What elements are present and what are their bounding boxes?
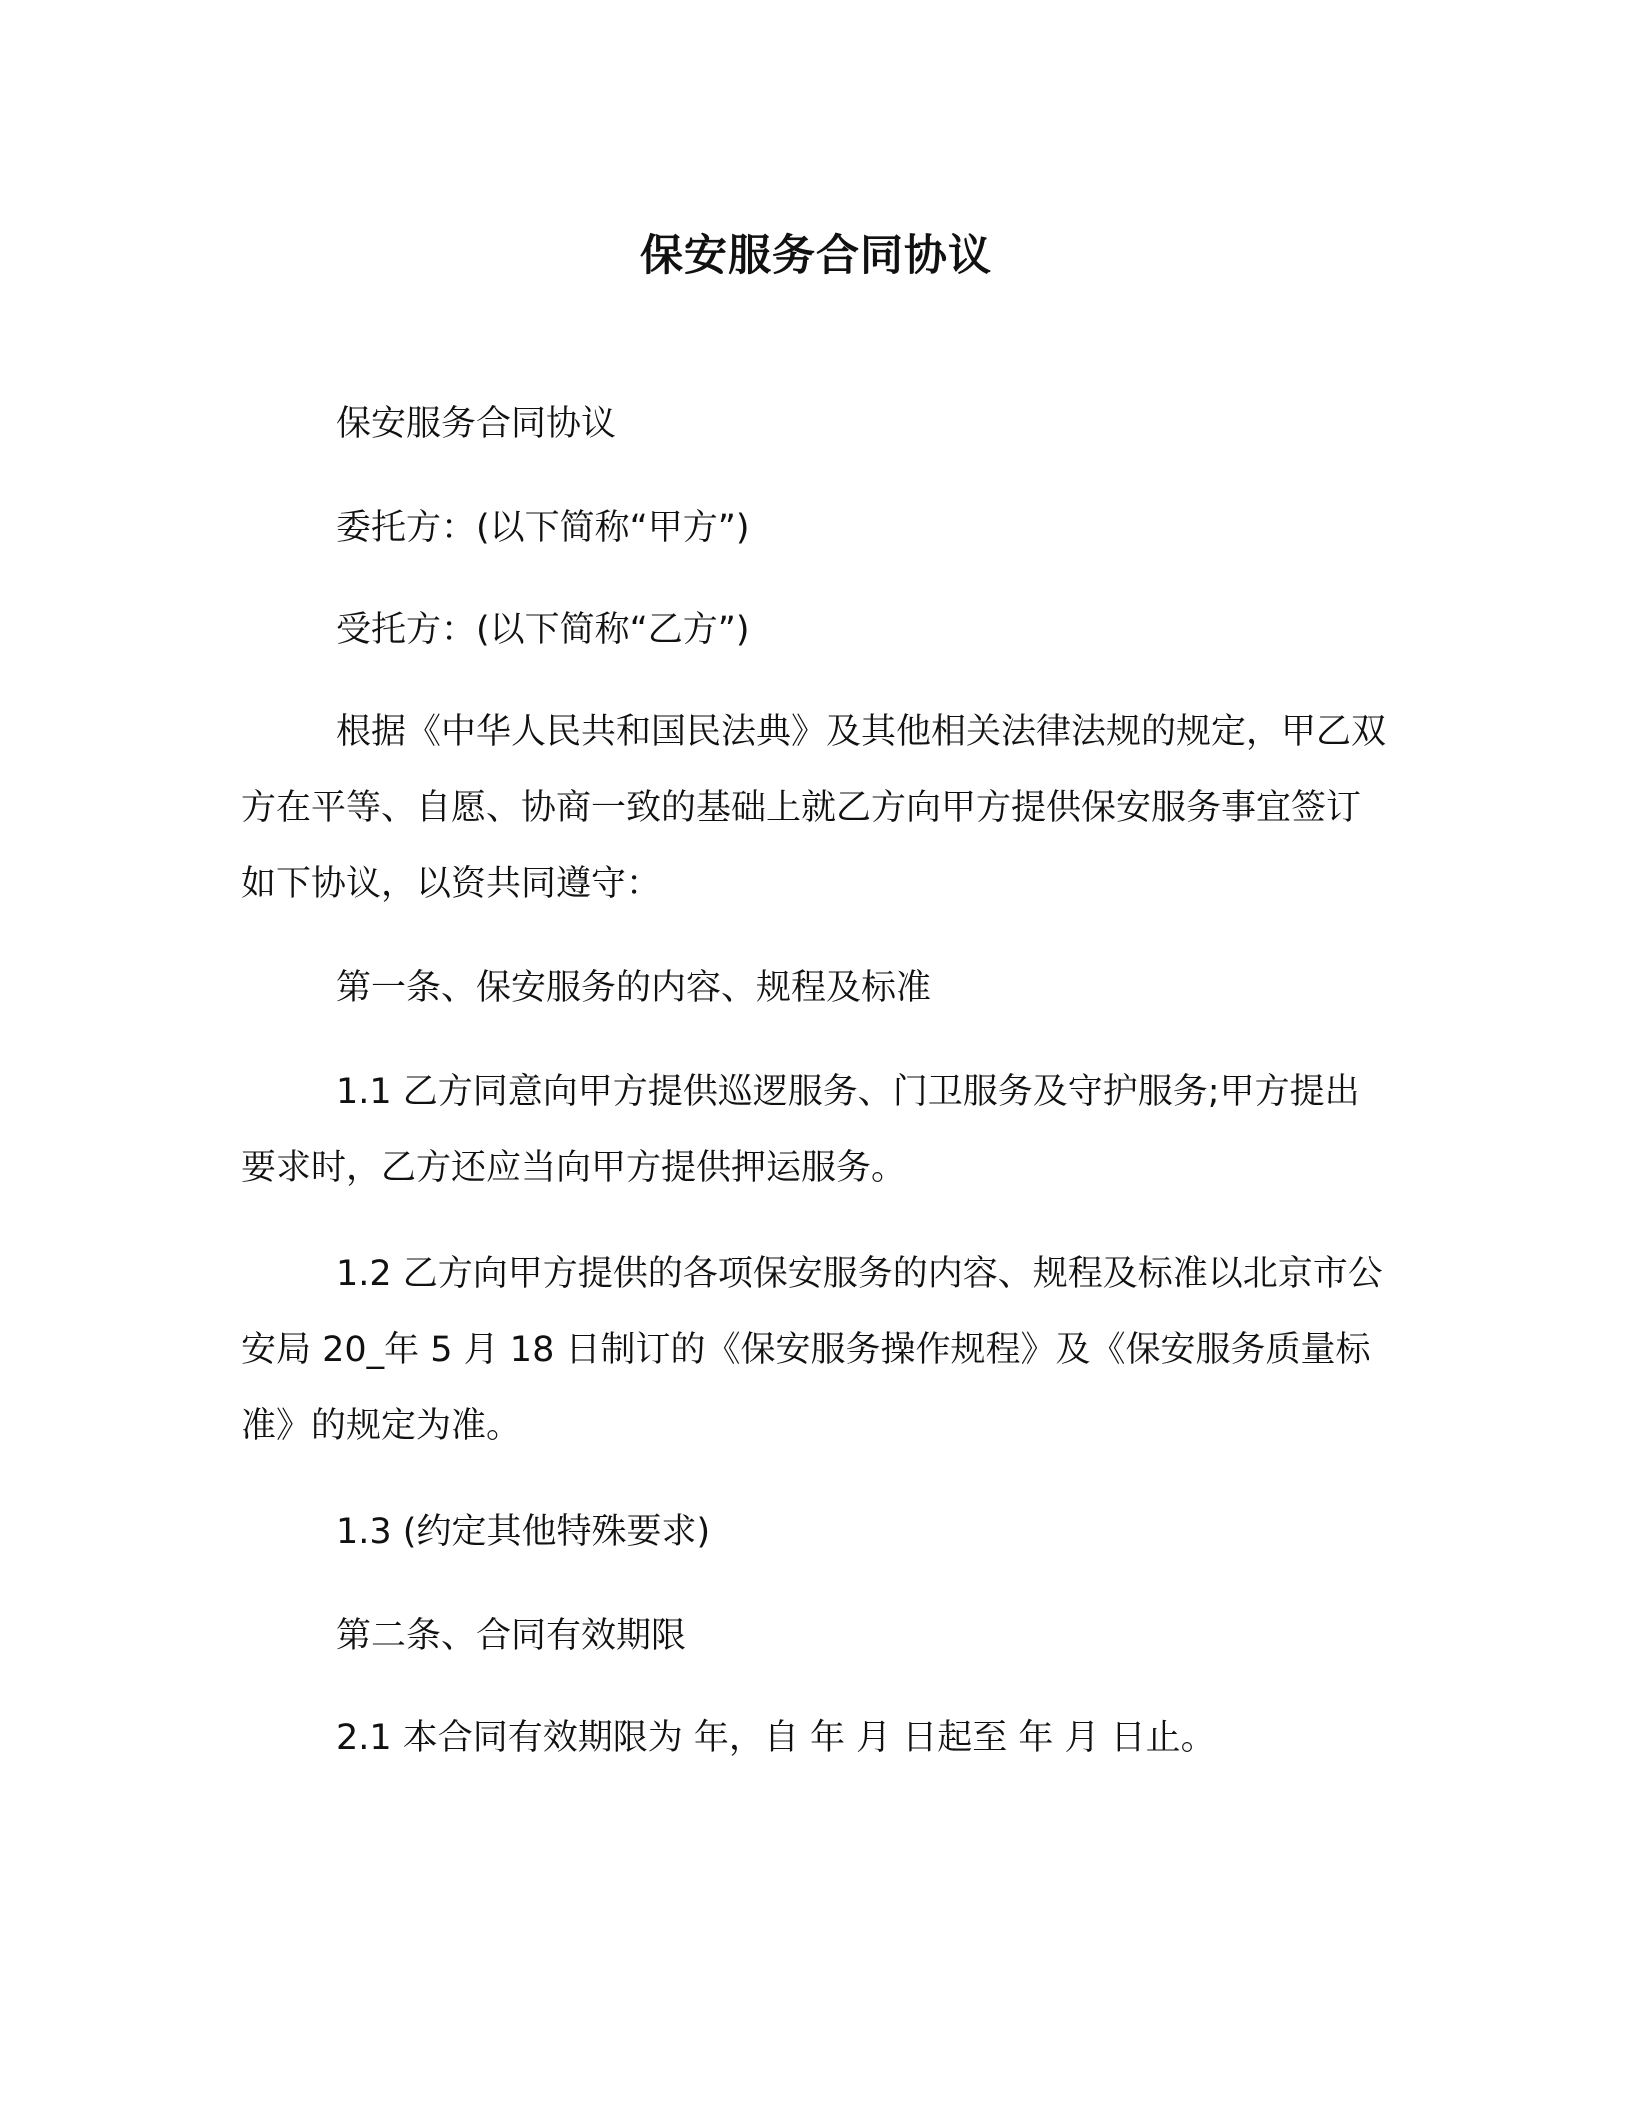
paragraph-client: 委托方：(以下简称“甲方”) — [336, 508, 750, 548]
paragraph-clause-1-3: 1.3 (约定其他特殊要求) — [336, 1512, 711, 1552]
paragraph-subtitle: 保安服务合同协议 — [336, 404, 617, 444]
document-title: 保安服务合同协议 — [640, 231, 992, 281]
paragraph-clause-1-2: 1.2 乙方向甲方提供的各项保安服务的内容、规程及标准以北京市公安局 20_年 5 月 18 日制订的《保安服务操作规程》及《保安服务质量标准》的规定为准。 — [241, 1254, 1383, 1446]
paragraph-clause-1-1: 1.1 乙方同意向甲方提供巡逻服务、门卫服务及守护服务;甲方提出要求时，乙方还应当向甲方提供押运服务。 — [241, 1072, 1360, 1188]
paragraph-clause-2-1: 2.1 本合同有效期限为 年，自 年 月 日起至 年 月 日止。 — [336, 1718, 1216, 1758]
paragraph-article-2-heading: 第二条、合同有效期限 — [336, 1616, 687, 1656]
paragraph-article-1-heading: 第一条、保安服务的内容、规程及标准 — [336, 968, 932, 1008]
paragraph-contractor: 受托方：(以下简称“乙方”) — [336, 610, 750, 650]
paragraph-preamble: 根据《中华人民共和国民法典》及其他相关法律法规的规定，甲乙双方在平等、自愿、协商一致的基础上就乙方向甲方提供保安服务事宜签订如下协议，以资共同遵守： — [241, 712, 1387, 904]
